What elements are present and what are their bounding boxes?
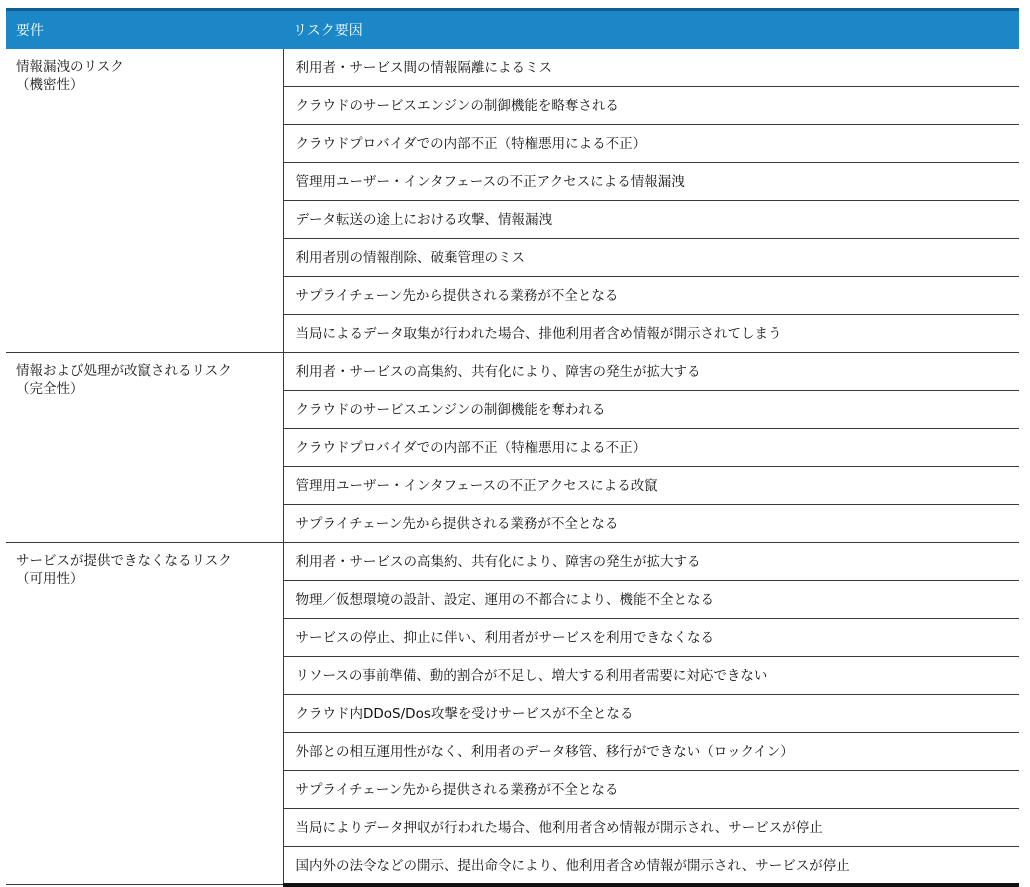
table-header: [6, 10, 1019, 49]
risk-factor-cell: 当局によるデータ取集が行われた場合、排他利用者含め情報が開示されてしまう: [283, 315, 1019, 353]
requirement-subtitle: （可用性）: [16, 571, 84, 587]
risk-factor-cell: クラウドのサービスエンジンの制御機能を奪われる: [283, 391, 1019, 429]
table-row: [6, 49, 1019, 87]
risk-factor-cell: サービスの停止、抑止に伴い、利用者がサービスを利用できなくなる: [283, 619, 1019, 657]
risk-table: [6, 8, 1019, 887]
risk-factor-cell: 利用者別の情報削除、破棄管理のミス: [283, 239, 1019, 277]
table-row: [6, 543, 1019, 581]
requirement-subtitle: （完全性）: [16, 381, 84, 397]
requirement-title: 情報および処理が改竄されるリスク: [16, 363, 232, 379]
risk-factor-cell: 物理／仮想環境の設計、設定、運用の不都合により、機能不全となる: [283, 581, 1019, 619]
risk-factor-cell: 管理用ユーザー・インタフェースの不正アクセスによる改竄: [283, 467, 1019, 505]
table-row: [6, 353, 1019, 391]
requirement-subtitle: （機密性）: [16, 76, 84, 93]
risk-factor-cell: 利用者・サービスの高集約、共有化により、障害の発生が拡大する: [283, 543, 1019, 581]
risk-factor-cell: クラウドプロバイダでの内部不正（特権悪用による不正）: [283, 429, 1019, 467]
risk-factor-cell: リソースの事前準備、動的割合が不足し、増大する利用者需要に対応できない: [283, 657, 1019, 695]
requirement-title: 情報漏洩のリスク: [16, 58, 124, 75]
header-row: [6, 10, 1019, 49]
risk-factor-cell: サプライチェーン先から提供される業務が不全となる: [283, 277, 1019, 315]
risk-factor-cell: クラウドのサービスエンジンの制御機能を略奪される: [283, 87, 1019, 125]
risk-factor-cell: サプライチェーン先から提供される業務が不全となる: [283, 505, 1019, 543]
risk-factor-cell: 利用者・サービス間の情報隔離によるミス: [283, 49, 1019, 87]
risk-factor-cell: 当局によりデータ押収が行われた場合、他利用者含め情報が開示され、サービスが停止: [283, 809, 1019, 847]
requirement-title: サービスが提供できなくなるリスク: [16, 553, 232, 569]
header-requirement: 要件: [6, 10, 283, 49]
requirement-cell-confidentiality: [6, 49, 283, 353]
risk-factor-cell: データ転送の途上における攻撃、情報漏洩: [283, 201, 1019, 239]
risk-factor-cell: 管理用ユーザー・インタフェースの不正アクセスによる情報漏洩: [283, 163, 1019, 201]
risk-factor-cell: 利用者・サービスの高集約、共有化により、障害の発生が拡大する: [283, 353, 1019, 391]
table-body: [6, 49, 1019, 885]
header-risk-factor: リスク要因: [283, 10, 1019, 49]
risk-factor-cell: クラウド内DDoS/Dos攻撃を受けサービスが不全となる: [283, 695, 1019, 733]
requirement-cell-integrity: [6, 353, 283, 543]
requirement-cell-availability: [6, 543, 283, 885]
risk-factor-cell: サプライチェーン先から提供される業務が不全となる: [283, 771, 1019, 809]
risk-factor-cell: 外部との相互運用性がなく、利用者のデータ移管、移行ができない（ロックイン）: [283, 733, 1019, 771]
risk-factor-cell: 国内外の法令などの開示、提出命令により、他利用者含め情報が開示され、サービスが停止: [283, 847, 1019, 885]
risk-factor-cell: クラウドプロバイダでの内部不正（特権悪用による不正）: [283, 125, 1019, 163]
